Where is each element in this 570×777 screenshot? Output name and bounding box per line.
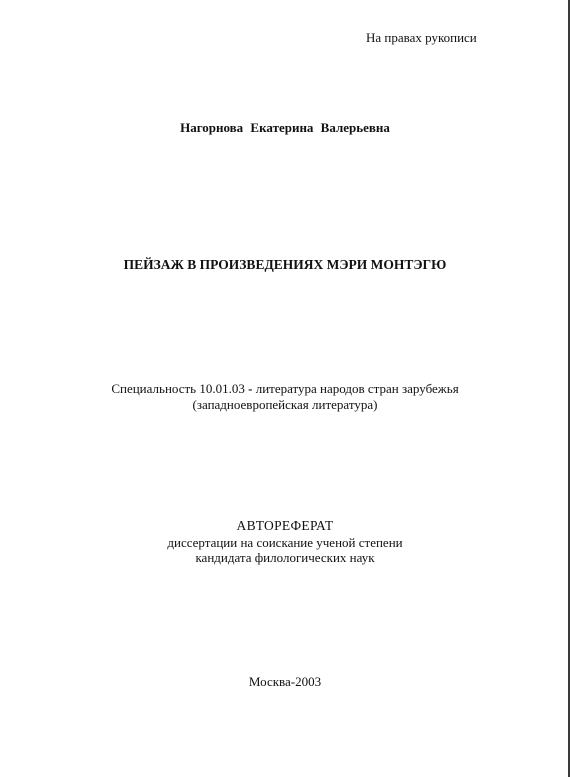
specialty-subfield: (западноевропейская литература) xyxy=(192,397,378,412)
abstract-heading: АВТОРЕФЕРАТ xyxy=(236,518,334,533)
specialty-field: литература народов стран зарубежья xyxy=(255,381,459,396)
specialty-dash: - xyxy=(248,381,253,396)
specialty-line xyxy=(0,381,570,397)
place-year: Москва-2003 xyxy=(248,674,322,689)
author-name: Нагорнова Екатерина Валерьевна xyxy=(180,120,390,135)
rights-note: На правах рукописи xyxy=(366,30,477,45)
abstract-line-1: диссертации на соискание ученой степени xyxy=(167,535,403,550)
specialty-code: Специальность 10.01.03 xyxy=(111,381,245,396)
abstract-line-2: кандидата филологических наук xyxy=(195,550,375,565)
dissertation-title: ПЕЙЗАЖ В ПРОИЗВЕДЕНИЯХ МЭРИ МОНТЭГЮ xyxy=(123,257,447,272)
